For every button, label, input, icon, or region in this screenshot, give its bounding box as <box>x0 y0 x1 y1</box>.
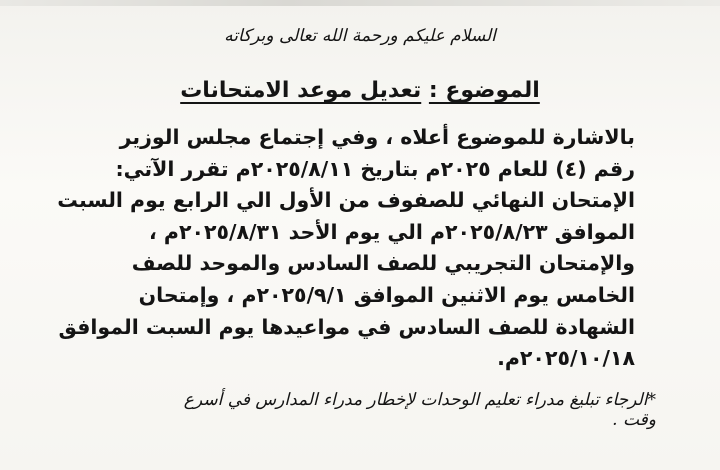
body-line: بالاشارة للموضوع أعلاه ، وفي إجتماع مجلس الوزير <box>119 125 635 149</box>
body-line: الموافق ٢٠٢٥/٨/٢٣م الي يوم الأحد ٢٠٢٥/٨/٣١م ، <box>149 219 635 244</box>
letter-body <box>57 122 635 375</box>
subject-label: الموضوع : <box>428 78 540 103</box>
subject-heading <box>150 78 570 103</box>
body-line: والإمتحان التجريبي للصف السادس والموحد للصف <box>131 251 635 276</box>
body-line: الخامس يوم الاثنين الموافق ٢٠٢٥/٩/١م ، وإمتحان <box>138 282 635 307</box>
body-line: ٢٠٢٥/١٠/١٨م. <box>497 346 635 371</box>
body-line: الإمتحان النهائي للصفوف من الأول الي الرابع يوم السبت <box>57 188 635 213</box>
greeting-line: السلام عليكم ورحمة الله تعالى وبركاته <box>224 26 496 46</box>
body-line: رقم (٤) للعام ٢٠٢٥م بتاريخ ٢٠٢٥/٨/١١م تقرر الآتي: <box>115 156 635 181</box>
subject-title: تعديل موعد الامتحانات <box>180 78 422 103</box>
footer-note: *الرجاء تبليغ مدراء تعليم الوحدات لإخطار مدراء المدارس في أسرع وقت . <box>183 390 656 430</box>
body-line: الشهادة للصف السادس في مواعيدها يوم السبت الموافق <box>58 314 635 339</box>
top-edge-rule <box>0 0 720 6</box>
